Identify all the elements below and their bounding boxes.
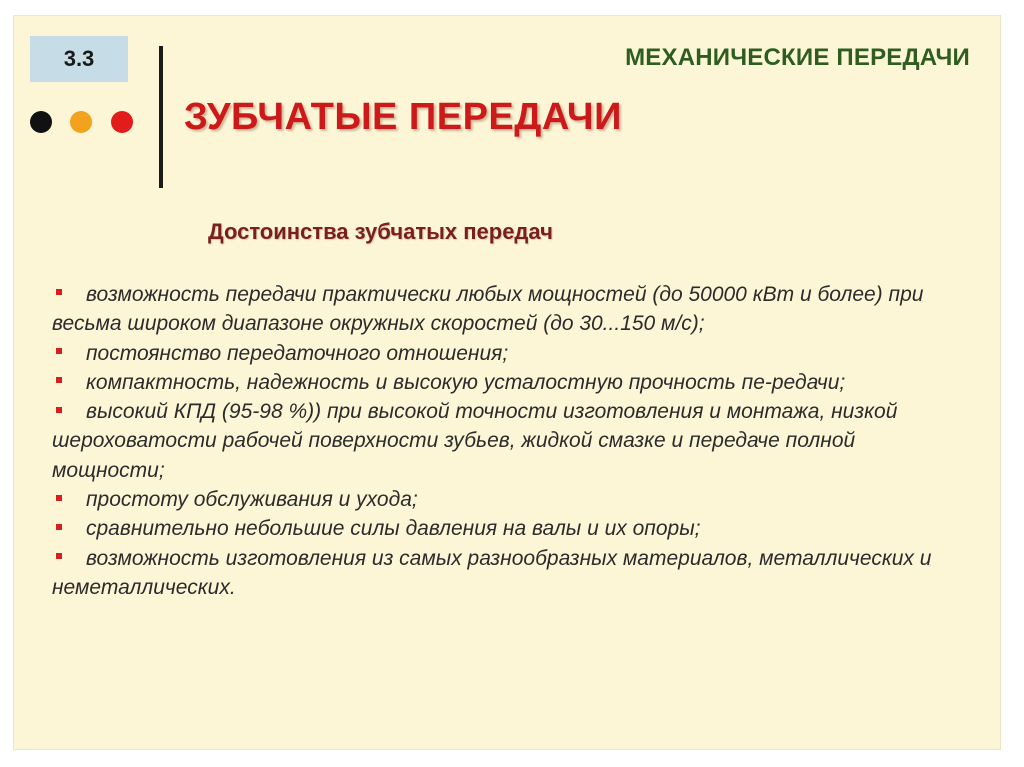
list-item-text: простоту обслуживания и ухода; [86,488,418,512]
advantages-list [52,280,952,602]
list-item [52,280,952,339]
bullet-icon [56,348,62,354]
list-item [52,485,952,514]
bullet-icon [56,407,62,413]
list-item-text: возможность передачи практически любых мощностей (до 50000 кВт и более) при весьма широком диапазоне окружных скоростей (до 30...150 м/с); [52,283,924,336]
topic-heading: МЕХАНИЧЕСКИЕ ПЕРЕДАЧИ [625,44,970,71]
list-item [52,397,952,485]
black-dot-icon [30,111,52,133]
list-item-text: возможность изготовления из самых разнообразных материалов, металлических и неметаллических. [52,546,932,599]
list-item-text: сравнительно небольшие силы давления на валы и их опоры; [86,517,701,541]
header-divider [159,46,163,188]
section-number-badge: 3.3 [30,36,128,82]
list-item [52,544,952,603]
orange-dot-icon [70,111,92,133]
list-item-text: компактность, надежность и высокую усталостную прочность пе-редачи; [86,370,846,394]
list-item [52,514,952,543]
section-subtitle: Достоинства зубчатых передач [208,219,553,244]
list-item-text: постоянство передаточного отношения; [86,341,509,365]
bullet-icon [56,377,62,383]
page-title: ЗУБЧАТЫЕ ПЕРЕДАЧИ [184,96,622,138]
bullet-icon [56,553,62,559]
bullet-icon [56,524,62,530]
list-item [52,339,952,368]
bullet-icon [56,289,62,295]
slide [14,16,1000,749]
red-dot-icon [111,111,133,133]
bullet-icon [56,495,62,501]
list-item-text: высокий КПД (95-98 %)) при высокой точности изготовления и монтажа, низкой шероховатости рабочей поверхности зубьев, жидкой смазке и передаче полной мощности; [52,400,898,482]
list-item [52,368,952,397]
